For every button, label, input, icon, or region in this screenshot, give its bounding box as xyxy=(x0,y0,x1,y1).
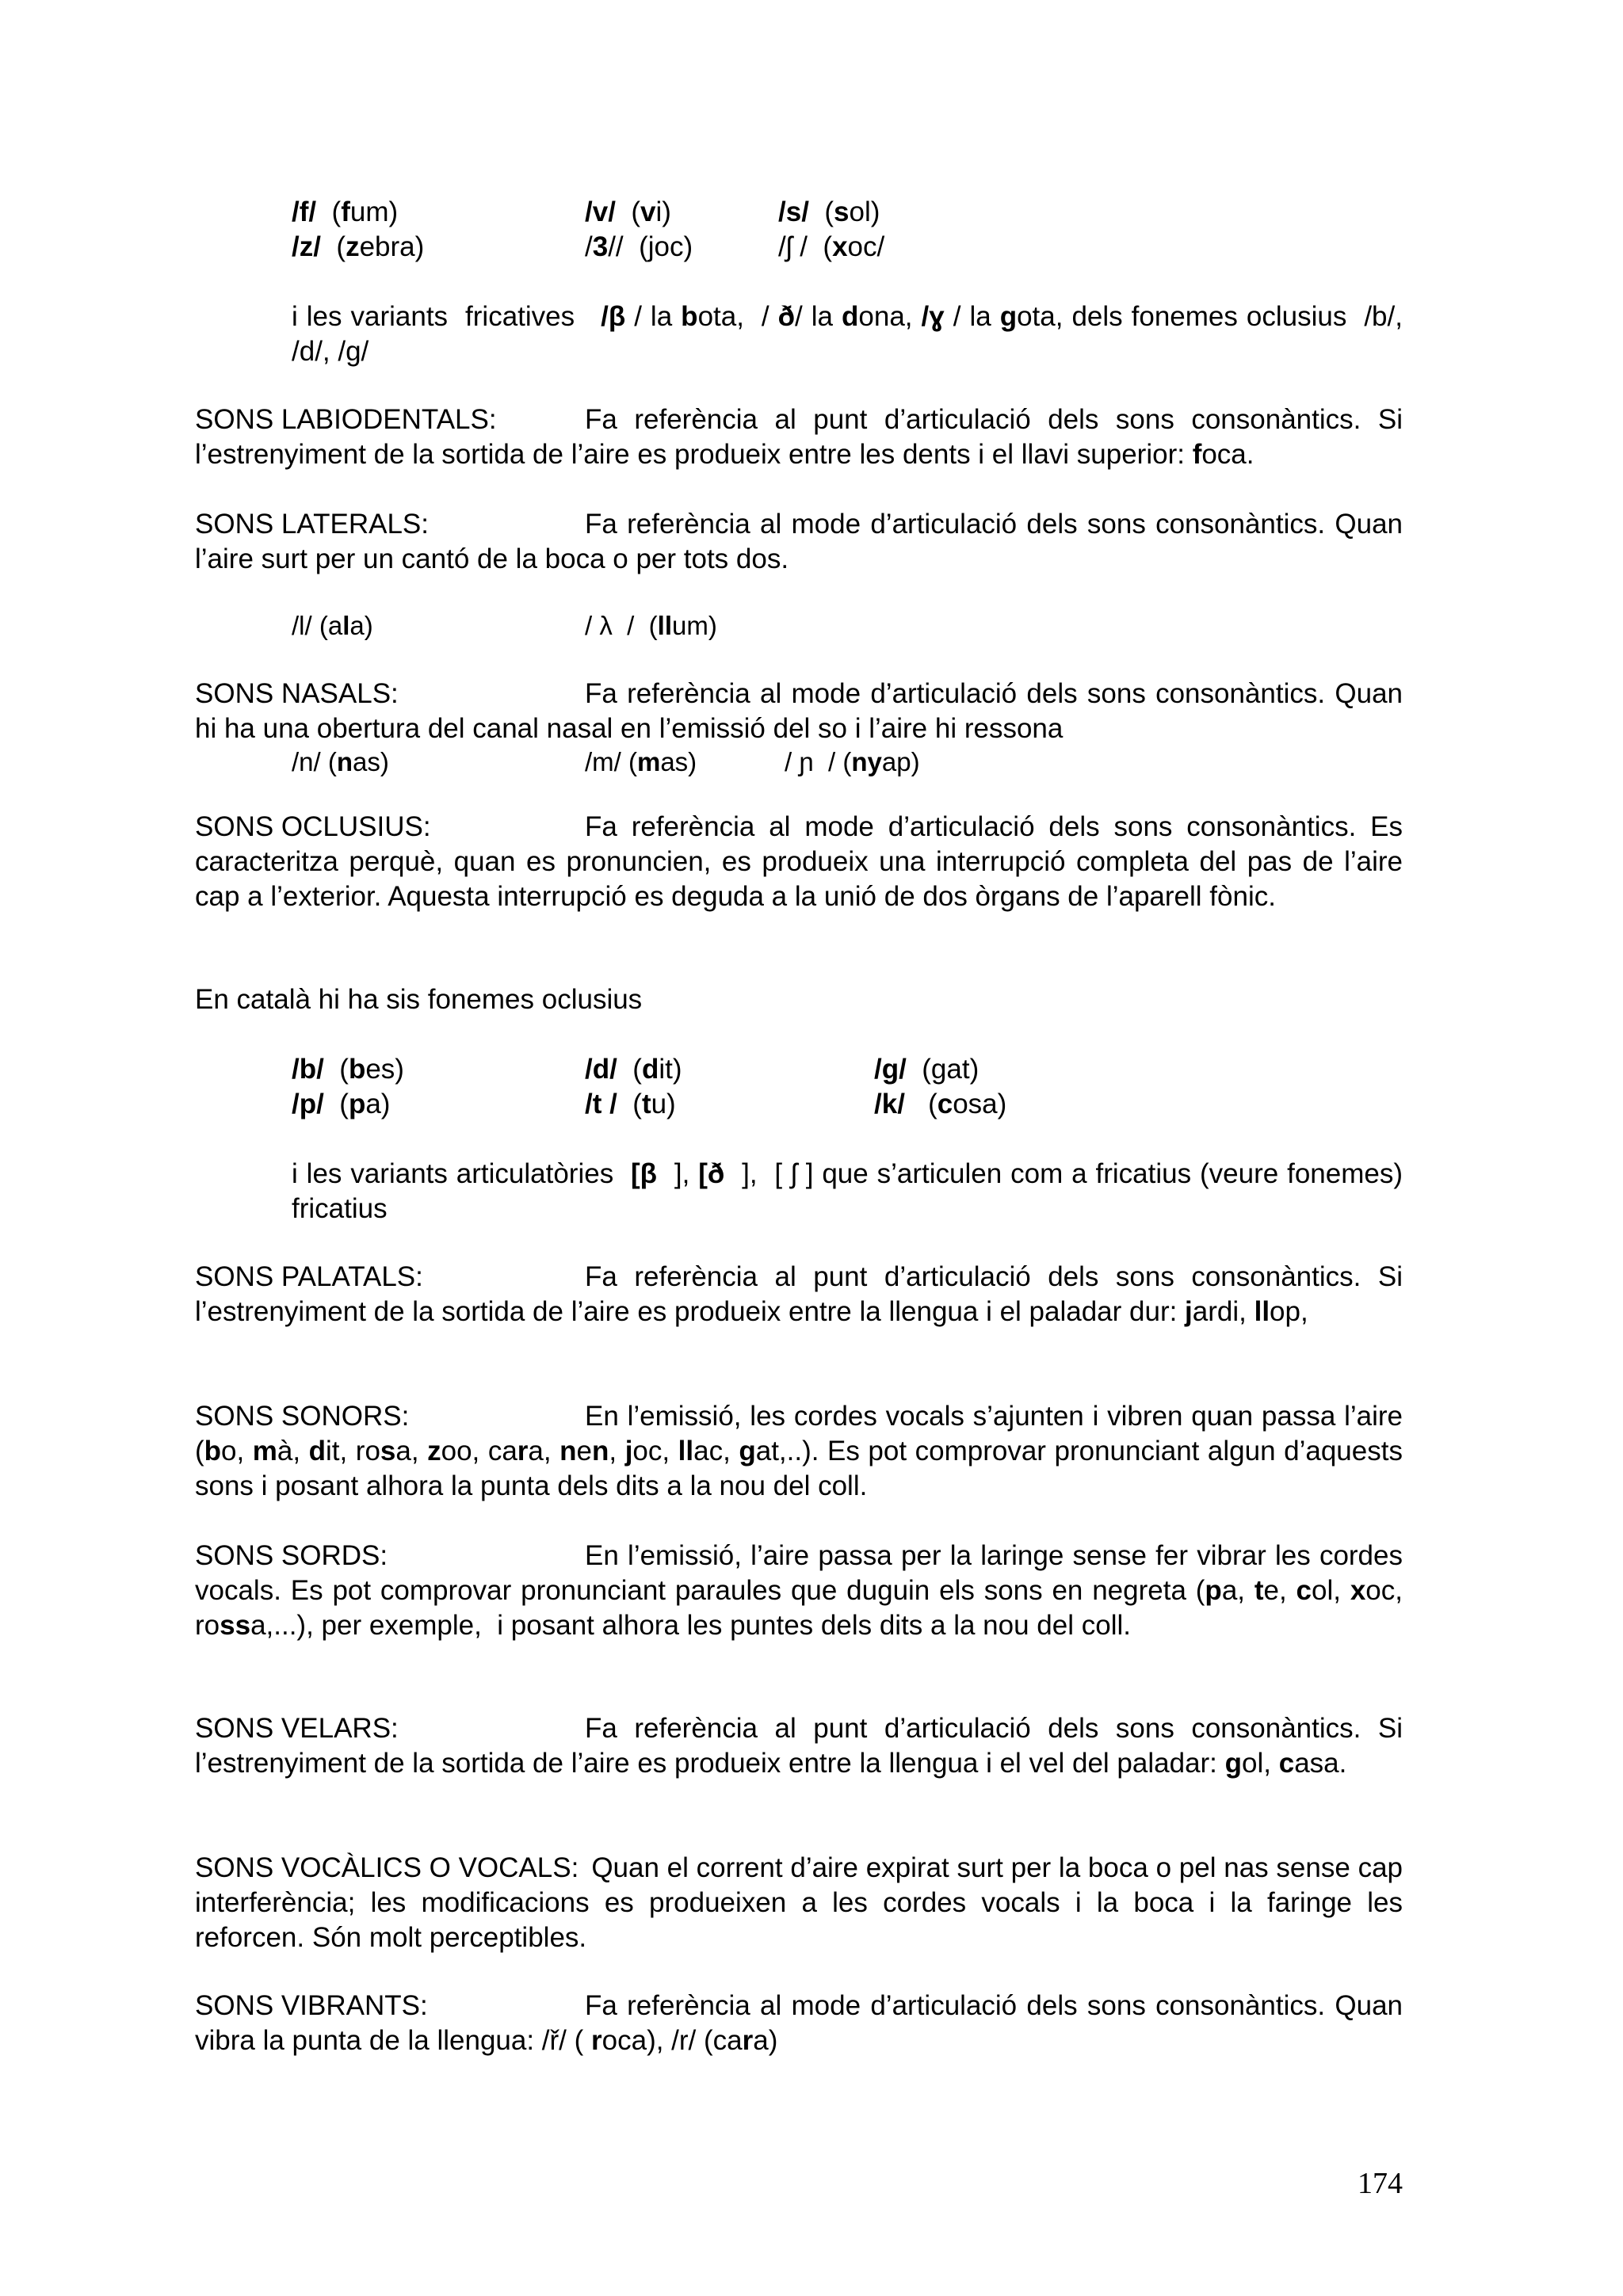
term-sords: SONS SORDS: xyxy=(195,1540,388,1571)
term-velars: SONS VELARS: xyxy=(195,1713,399,1744)
phoneme-3: /3// (joc) xyxy=(585,231,693,262)
entry-palatals xyxy=(195,1260,1403,1329)
entry-vocalics xyxy=(195,1851,1403,1955)
phoneme-z: /z/ (zebra) xyxy=(292,231,425,262)
entry-laterals xyxy=(195,507,1403,577)
phoneme-sh: /ʃ / (xoc/ xyxy=(778,231,885,262)
phoneme-t: /t / (tu) xyxy=(585,1089,676,1119)
entry-labiodentals xyxy=(195,402,1403,472)
term-vibrants: SONS VIBRANTS: xyxy=(195,1990,428,2021)
example-m: /m/ (mas) xyxy=(585,747,697,776)
example-n: /n/ (nas) xyxy=(292,747,389,776)
definition-sonors: En l’emissió, les cordes vocals s’ajunten i vibren quan passa l’aire (bo, mà, dit, rosa, zoo, cara, nen, joc, llac, gat,..). Es pot comprovar pronunciant algun d’aquests sons i posant alhora la punta dels dits a la nou del coll. xyxy=(195,1401,1403,1501)
phoneme-g: /g/ (gat) xyxy=(874,1054,980,1085)
entry-vibrants xyxy=(195,1989,1403,2058)
definition-palatals: Fa referència al punt d’articulació dels sons consonàntics. Si l’estrenyiment de la sortida de l’aire es produeix entre la llengua i el paladar dur: jardi, llop, xyxy=(195,1261,1403,1327)
example-l: /l/ (ala) xyxy=(292,611,373,640)
phoneme-k: /k/ (cosa) xyxy=(874,1089,1007,1119)
term-laterals: SONS LATERALS: xyxy=(195,509,430,540)
phoneme-s: /s/ (sol) xyxy=(778,196,880,227)
example-ll: / λ / (llum) xyxy=(585,611,717,640)
entry-velars xyxy=(195,1711,1403,1781)
oclusius-intro: En català hi ha sis fonemes oclusius xyxy=(195,984,643,1015)
example-ny: / ɲ / (nyap) xyxy=(785,747,920,776)
fricative-variants-text: i les variants fricatives /β / la bota, / ð/ la dona, /ɣ / la gota, dels fonemes oclusius /b/, /d/, /g/ xyxy=(292,301,1403,367)
term-palatals: SONS PALATALS: xyxy=(195,1261,423,1292)
term-vocalics: SONS VOCÀLICS O VOCALS: xyxy=(195,1852,579,1883)
phoneme-f: /f/ (fum) xyxy=(292,196,399,227)
entry-nasals xyxy=(195,677,1403,746)
definition-laterals: Fa referència al mode d’articulació dels sons consonàntics. Quan l’aire surt per un cantó de la boca o per tots dos. xyxy=(195,509,1403,574)
definition-nasals: Fa referència al mode d’articulació dels sons consonàntics. Quan hi ha una obertura del canal nasal en l’emissió del so i l’aire hi ressona xyxy=(195,678,1403,744)
term-oclusius: SONS OCLUSIUS: xyxy=(195,811,431,842)
phoneme-v: /v/ (vi) xyxy=(585,196,671,227)
definition-vocalics: Quan el corrent d’aire expirat surt per la boca o pel nas sense cap interferència; les modificacions es produeixen a les cordes vocals i la boca i la faringe les reforcen. Són molt perceptibles. xyxy=(195,1852,1403,1953)
term-sonors: SONS SONORS: xyxy=(195,1401,410,1432)
oclusius-variants-text: i les variants articulatòries [β ], [ð ], [ ʃ ] que s’articulen com a fricatius (veure fonemes) fricatius xyxy=(292,1158,1403,1224)
phoneme-b: /b/ (bes) xyxy=(292,1054,404,1085)
definition-velars: Fa referència al punt d’articulació dels sons consonàntics. Si l’estrenyiment de la sortida de l’aire es produeix entre la llengua i el vel del paladar: gol, casa. xyxy=(195,1713,1403,1779)
term-labiodentals: SONS LABIODENTALS: xyxy=(195,404,497,435)
term-nasals: SONS NASALS: xyxy=(195,678,399,709)
definition-sords: En l’emissió, l’aire passa per la laringe sense fer vibrar les cordes vocals. Es pot comprovar pronunciant paraules que duguin els sons en negreta (pa, te, col, xoc, rossa,...), per exemple, i posant alhora les puntes dels dits a la nou del coll. xyxy=(195,1540,1403,1641)
definition-vibrants: Fa referència al mode d’articulació dels sons consonàntics. Quan vibra la punta de la llengua: /ř/ ( roca), /r/ (cara) xyxy=(195,1990,1403,2056)
entry-sords xyxy=(195,1539,1403,1643)
page-number: 174 xyxy=(1358,2167,1403,2200)
phoneme-p: /p/ (pa) xyxy=(292,1089,391,1119)
definition-oclusius: Fa referència al mode d’articulació dels sons consonàntics. Es caracteritza perquè, quan es pronuncien, es produeix una interrupció completa del pas de l’aire cap a l’exterior. Aquesta interrupció es deguda a la unió de dos òrgans de l’aparell fònic. xyxy=(195,811,1403,912)
definition-labiodentals: Fa referència al punt d’articulació dels sons consonàntics. Si l’estrenyiment de la sortida de l’aire es produeix entre les dents i el llavi superior: foca. xyxy=(195,404,1403,470)
phoneme-d: /d/ (dit) xyxy=(585,1054,682,1085)
entry-sonors xyxy=(195,1399,1403,1504)
entry-oclusius xyxy=(195,810,1403,914)
